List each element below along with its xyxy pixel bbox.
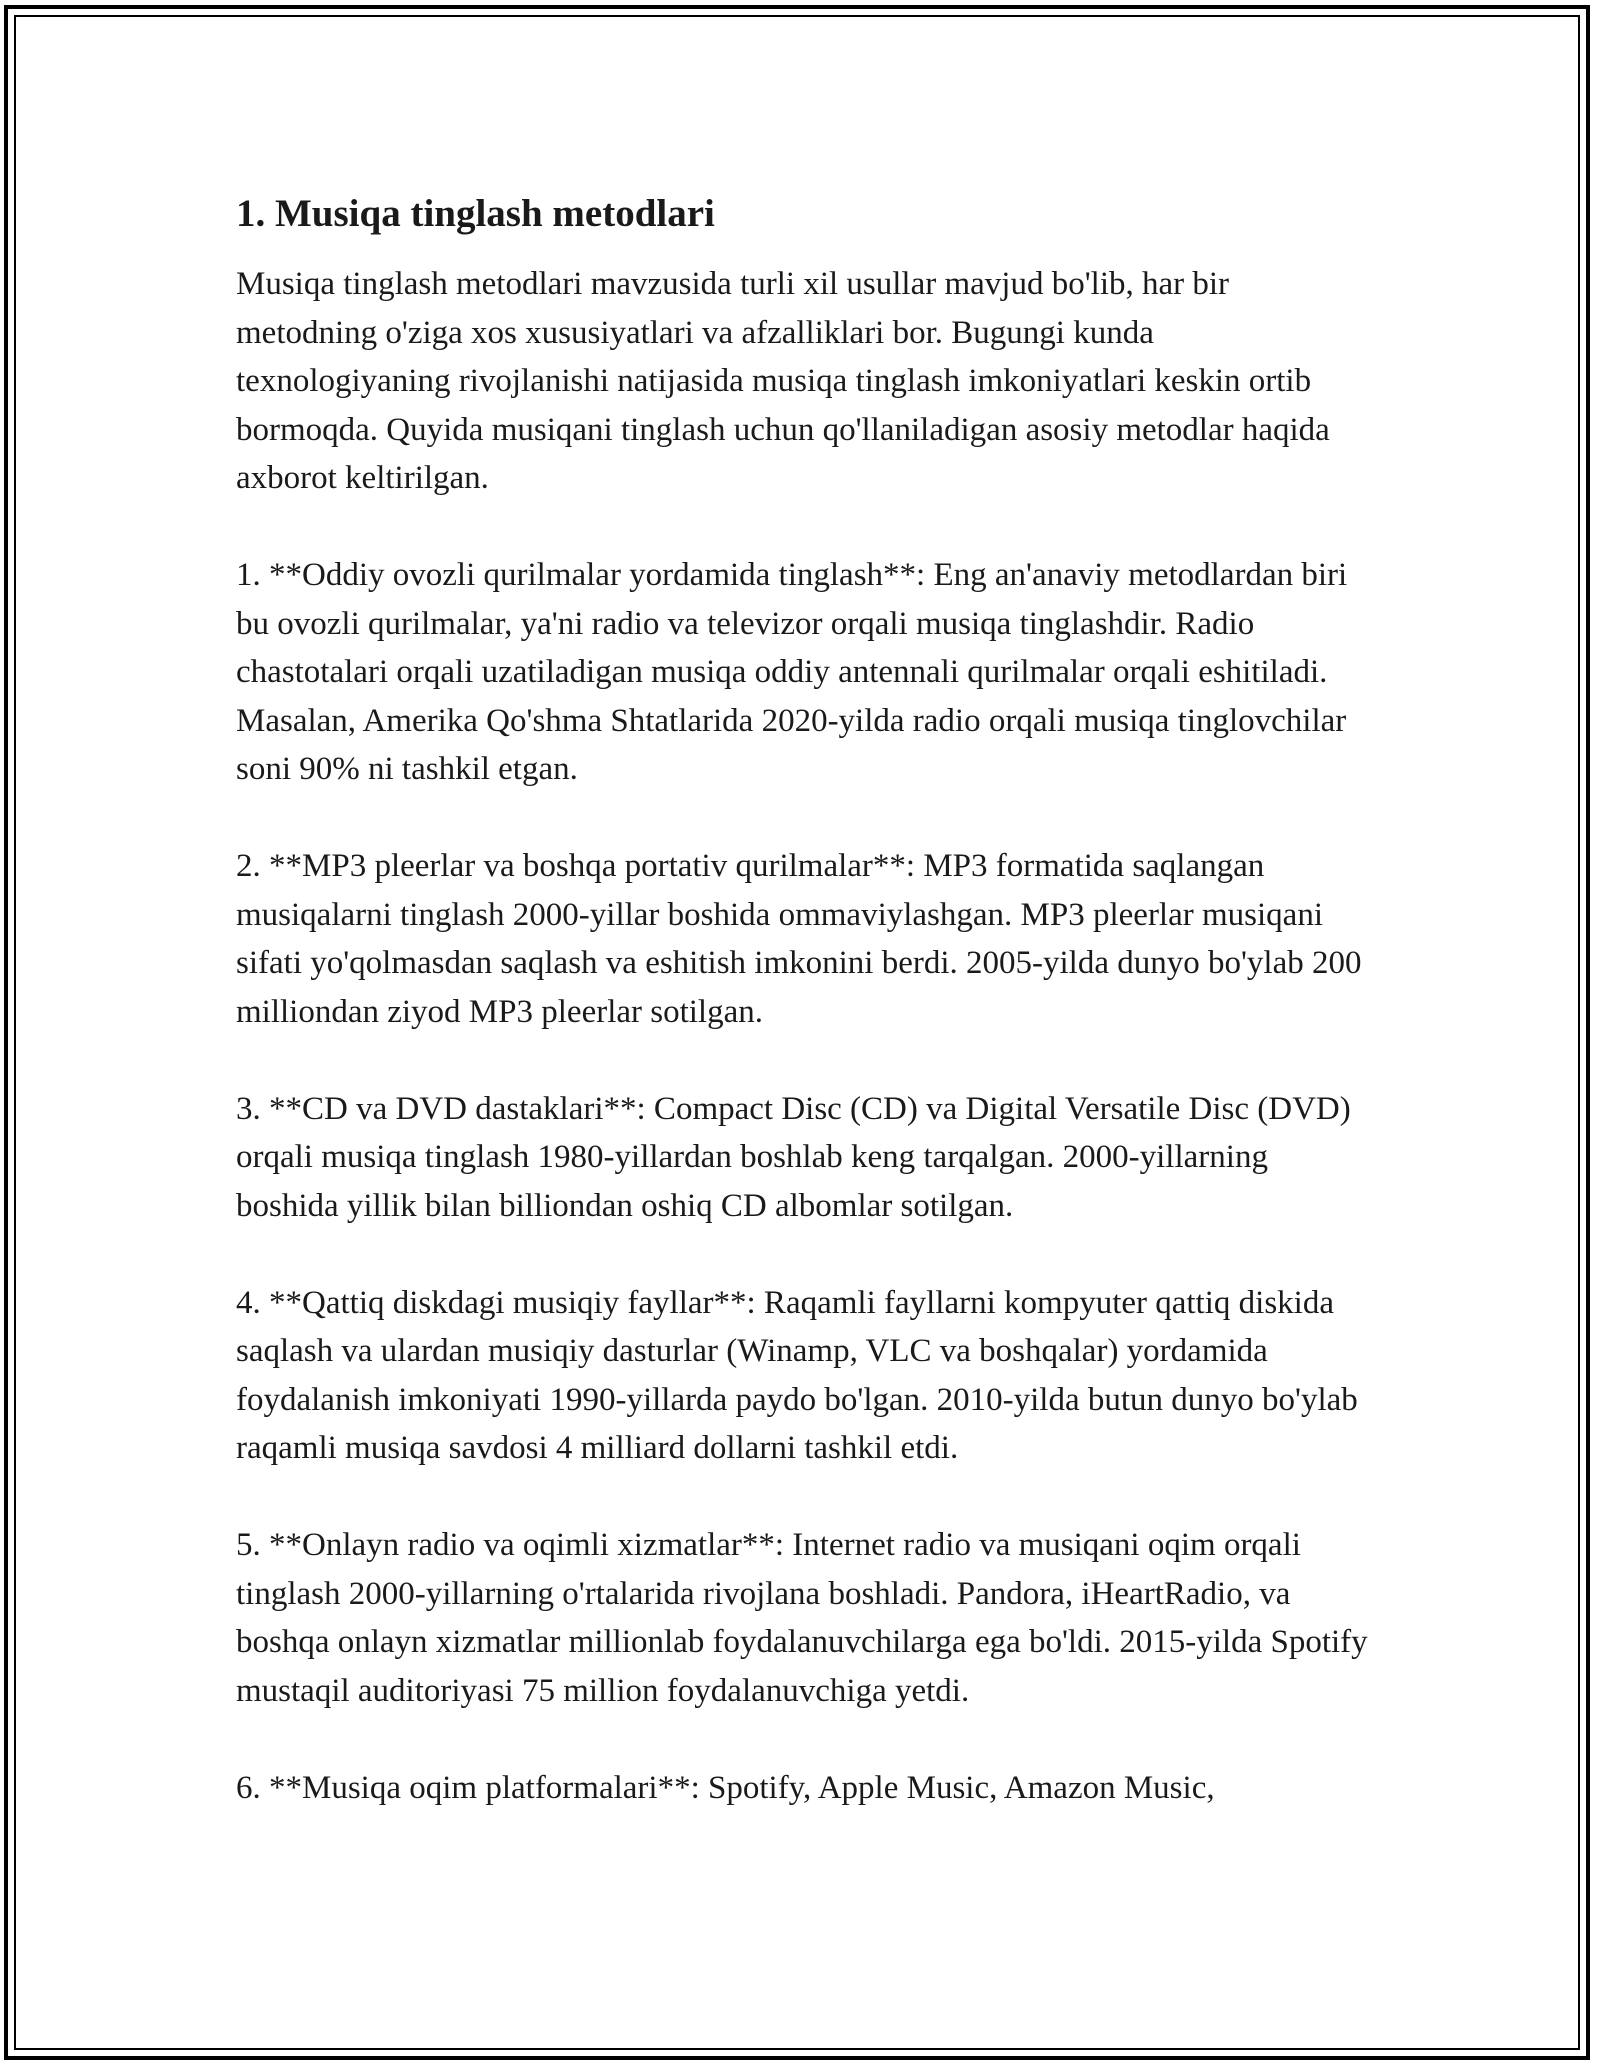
- section-heading: 1. Musiqa tinglash metodlari: [236, 192, 715, 235]
- list-item-paragraph: 1. **Oddiy ovozli qurilmalar yordamida tinglash**: Eng an'anaviy metodlardan biri bu ovozli qurilmalar, ya'ni radio va televizor orqali musiqa tinglashdir. Radio chastotalari orqali uzatiladigan musiqa oddiy antennali qurilmalar orqali eshitiladi. Masalan, Amerika Qo'shma Shtatlarida 2020-yilda radio orqali musiqa tinglovchilar soni 90% ni tashkil etgan.: [236, 557, 1348, 787]
- intro-paragraph: Musiqa tinglash metodlari mavzusida turli xil usullar mavjud bo'lib, har bir metodning o'ziga xos xususiyatlari va afzalliklari bor. Bugungi kunda texnologiyaning rivojlanishi natijasida musiqa tinglash imkoniyatlari keskin ortib bormoqda. Quyida musiqani tinglash uchun qo'llaniladigan asosiy metodlar haqida axborot keltirilgan.: [236, 266, 1330, 496]
- list-item-paragraph: 6. **Musiqa oqim platformalari**: Spotify, Apple Music, Amazon Music,: [236, 1769, 1215, 1806]
- list-item-paragraph: 5. **Onlayn radio va oqimli xizmatlar**: Internet radio va musiqani oqim orqali tinglash 2000-yillarning o'rtalarida rivojlana boshladi. Pandora, iHeartRadio, va boshqa onlayn xizmatlar millionlab foydalanuvchilarga ega bo'ldi. 2015-yilda Spotify mustaqil auditoriyasi 75 million foydalanuvchiga yetdi.: [236, 1527, 1368, 1709]
- list-item-paragraph: 4. **Qattiq diskdagi musiqiy fayllar**: Raqamli fayllarni kompyuter qattiq diskida saqlash va ulardan musiqiy dasturlar (Winamp, VLC va boshqalar) yordamida foydalanish imkoniyati 1990-yillarda paydo bo'lgan. 2010-yilda butun dunyo bo'ylab raqamli musiqa savdosi 4 milliard dollarni tashkil etdi.: [236, 1284, 1358, 1466]
- document-body: [236, 188, 1376, 1861]
- list-item-paragraph: 3. **CD va DVD dastaklari**: Compact Disc (CD) va Digital Versatile Disc (DVD) orqali musiqa tinglash 1980-yillardan boshlab keng tarqalgan. 2000-yillarning boshida yillik bilan billiondan oshiq CD albomlar sotilgan.: [236, 1090, 1351, 1224]
- list-item-paragraph: 2. **MP3 pleerlar va boshqa portativ qurilmalar**: MP3 formatida saqlangan musiqalarni tinglash 2000-yillar boshida ommaviylashgan. MP3 pleerlar musiqani sifati yo'qolmasdan saqlash va eshitish imkonini berdi. 2005-yilda dunyo bo'ylab 200 milliondan ziyod MP3 pleerlar sotilgan.: [236, 848, 1362, 1030]
